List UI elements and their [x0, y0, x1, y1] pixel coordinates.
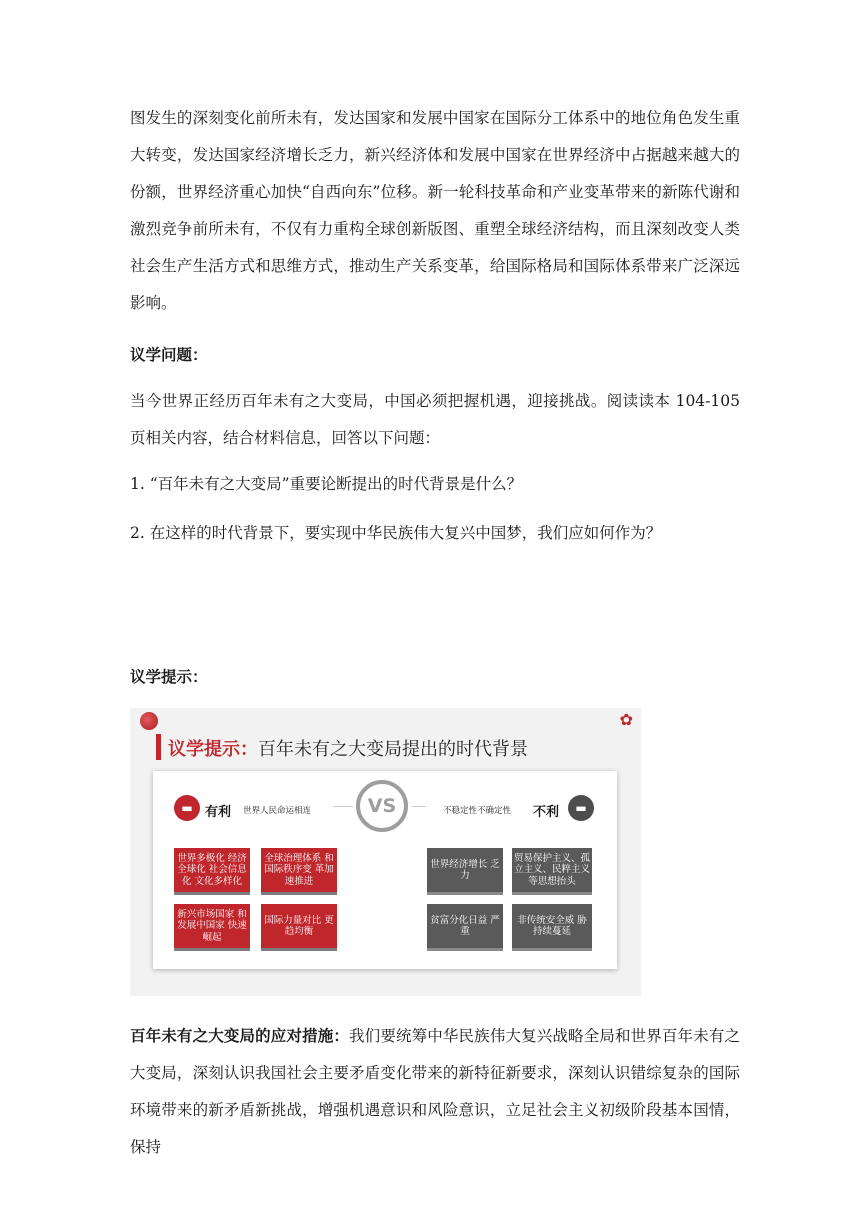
- unfavorable-box: 世界经济增长 乏力: [427, 848, 503, 895]
- question-1: 1. “百年未有之大变局”重要论断提出的时代背景是什么？: [130, 475, 523, 493]
- briefcase-icon: ▬: [174, 795, 200, 821]
- unfavorable-box: 贫富分化日益 严重: [427, 904, 503, 951]
- slide-title: [168, 735, 528, 761]
- paragraph-question-intro: 当今世界正经历百年未有之大变局，中国必须把握机遇，迎接挑战。阅读读本 104-105 页相关内容，结合材料信息，回答以下问题：: [130, 392, 740, 447]
- briefcase-icon: ▬: [568, 795, 594, 821]
- decorative-dot-icon: [140, 712, 158, 730]
- measures-text: 我们要统筹中华民族伟大复兴战略全局和世界百年未有之大变局，深刻认识我国社会主要矛盾变化带来的新特征新要求，深刻认识错综复杂的国际环境带来的新矛盾新挑战，增强机遇意识和风险意识，立足社会主义初级阶段基本国情，保持: [130, 1027, 740, 1156]
- heading-hint: 议学提示：: [130, 668, 208, 686]
- slide-title-prefix: 议学提示：: [168, 739, 258, 760]
- favorable-box: 全球治理体系 和国际秩序变 革加速推进: [261, 848, 337, 895]
- favorable-box: 世界多极化 经济全球化 社会信息化 文化多样化: [174, 848, 250, 895]
- divider-line-left: [333, 806, 353, 807]
- favorable-box: 新兴市场国家 和发展中国家 快速崛起: [174, 904, 250, 951]
- favorable-box: 国际力量对比 更趋均衡: [261, 904, 337, 951]
- unfavorable-box: 非传统安全威 胁持续蔓延: [512, 904, 592, 951]
- paragraph-intro: 图发生的深刻变化前所未有，发达国家和发展中国家在国际分工体系中的地位角色发生重大转变，发达国家经济增长乏力，新兴经济体和发展中国家在世界经济中占据越来越大的份额，世界经济重心加快“自西向东”位移。新一轮科技革命和产业变革带来的新陈代谢和激烈竞争前所未有，不仅有力重构全球创新版图、重塑全球经济结构，而且深刻改变人类社会生产生活方式和思维方式，推动生产关系变革，给国际格局和国际体系带来广泛深远影响。: [130, 109, 740, 312]
- paragraph-measures: [130, 1018, 740, 1166]
- flower-icon: ✿: [619, 710, 633, 729]
- unfavorable-subtitle: 不稳定性不确定性: [443, 806, 512, 816]
- measures-heading: 百年未有之大变局的应对措施：: [130, 1027, 350, 1045]
- vs-badge: VS: [356, 780, 408, 832]
- unfavorable-box: 贸易保护主义、孤立主义、民粹主义等思想抬头: [512, 848, 592, 895]
- unfavorable-label: 不利: [533, 805, 560, 820]
- heading-question: 议学问题：: [130, 346, 208, 364]
- question-2: 2. 在这样的时代背景下，要实现中华民族伟大复兴中国梦，我们应如何作为？: [130, 524, 662, 542]
- hint-slide-image: [130, 708, 641, 996]
- divider-line-right: [412, 806, 426, 807]
- title-accent-bar: [156, 734, 161, 760]
- favorable-subtitle: 世界人民命运相连: [243, 806, 312, 816]
- slide-title-text: 百年未有之大变局提出的时代背景: [258, 739, 528, 760]
- comparison-panel: [153, 771, 617, 969]
- favorable-label: 有利: [205, 805, 232, 820]
